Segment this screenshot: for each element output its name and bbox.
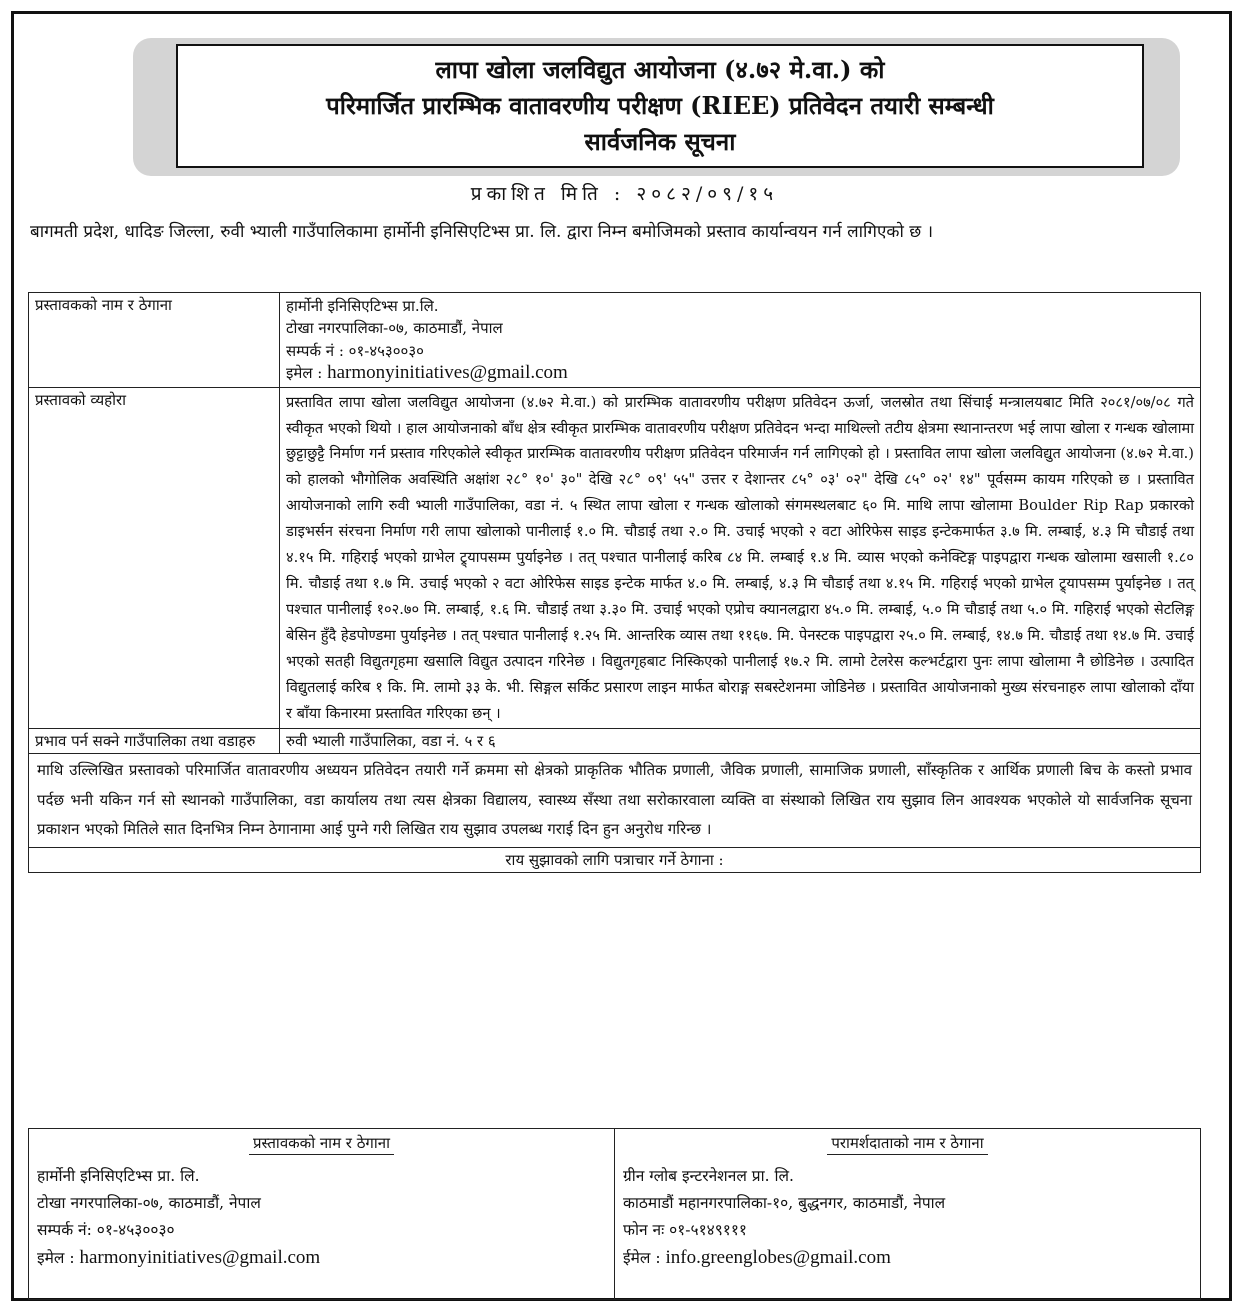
proponent-name: हार्मोनी इनिसिएटिभ्स प्रा.लि.	[286, 297, 439, 315]
intro-paragraph: बागमती प्रदेश, धादिङ जिल्ला, रुवी भ्याली गाउँपालिकामा हार्मोनी इनिसिएटिभ्स प्रा. लि. द्वारा निम्न बमोजिमको प्रस्ताव कार्यान्वयन गर्न लागिएको छ ।	[30, 222, 934, 242]
title-box	[176, 44, 1144, 168]
proposal-label: प्रस्तावको व्यहोरा	[29, 387, 280, 729]
proponent-address-name: हार्मोनी इनिसिएटिभ्स प्रा. लि.	[37, 1167, 200, 1185]
consultant-email-line	[623, 1244, 1192, 1272]
title-line-3: सार्वजनिक सूचना	[584, 127, 736, 156]
consultant-address-line: काठमाडौं महानगरपालिका-१०, बुद्धनगर, काठमाडौं, नेपाल	[623, 1194, 946, 1212]
email-label: ईमेल :	[623, 1249, 661, 1267]
consultant-address-cell	[615, 1129, 1201, 1300]
proponent-email: harmonyinitiatives@gmail.com	[327, 362, 568, 384]
consultant-name: ग्रीन ग्लोब इन्टरनेशनल प्रा. लि.	[623, 1167, 794, 1185]
email-label: इमेल :	[286, 364, 323, 383]
proposal-table	[28, 292, 1201, 873]
table-row	[29, 754, 1201, 848]
proponent-address-line: टोखा नगरपालिका-०७, काठमाडौं, नेपाल	[37, 1194, 261, 1212]
proponent-address: टोखा नगरपालिका-०७, काठमाडौं, नेपाल	[286, 319, 503, 338]
affected-label: प्रभाव पर्न सक्ने गाउँपालिका तथा वडाहरु	[29, 729, 280, 754]
proponent-label: प्रस्तावकको नाम र ठेगाना	[29, 293, 280, 388]
table-row	[29, 1129, 1201, 1300]
title-line-1: लापा खोला जलविद्युत आयोजना (४.७२ मे.वा.) को	[435, 55, 885, 84]
notice-paragraph: माथि उल्लिखित प्रस्तावको परिमार्जित वातावरणीय अध्ययन प्रतिवेदन तयारी गर्ने क्रममा सो क्षेत्रको प्राकृतिक भौतिक प्रणाली, जैविक प्रणाली, सामाजिक प्रणाली, साँस्कृतिक र आर्थिक प्रणाली बिच के कस्तो प्रभाव पर्दछ भनी यकिन गर्न सो स्थानको गाउँपालिका, वडा कार्यालय तथा त्यस क्षेत्रका विद्यालय, स्वास्थ्य सँस्था तथा सरोकारवाला व्यक्ति वा संस्थाको लिखित राय सुझाव लिन आवश्यक भएकोले यो सार्वजनिक सूचना प्रकाशन भएको मितिले सात दिनभित्र निम्न ठेगानामा आई पुग्ने गरी लिखित राय सुझाव उपलब्ध गराई दिन हुन अनुरोध गरिन्छ ।	[29, 754, 1201, 848]
proponent-email-line	[286, 362, 1194, 384]
proponent-details	[280, 293, 1201, 388]
consultant-address-heading: परामर्शदाताको नाम र ठेगाना	[827, 1134, 987, 1155]
proposal-description: प्रस्तावित लापा खोला जलविद्युत आयोजना (४.७२ मे.वा.) को प्रारम्भिक वातावरणीय परीक्षण प्रतिवेदन ऊर्जा, जलस्रोत तथा सिंचाई मन्त्रालयबाट मिति २०८१/०७/०८ गते स्वीकृत भएको थियो । हाल आयोजनाको बाँध क्षेत्र स्वीकृत प्रारम्भिक वातावरणीय परीक्षण प्रतिवेदन भन्दा माथिल्लो तटीय क्षेत्रमा स्थानान्तरण भई लापा खोला र गन्धक खोलामा छुट्टाछुट्टै निर्माण गर्न प्रस्ताव गरिएकोले स्वीकृत प्रारम्भिक वातावरणीय परीक्षण प्रतिवेदन परिमार्जन गर्न लागिएको हो । प्रस्तावित लापा खोला जलविद्युत आयोजना (४.७२ मे.वा.) को हालको भौगोलिक अवस्थिति अक्षांश २८° १०' ३०" देखि २८° ०९' ५५" उत्तर र देशान्तर ८५° ०३' ०२" देखि ८५° ०२' १४" पूर्वसम्म कायम गरिएको छ । प्रस्तावित आयोजनाको लागि रुवी भ्याली गाउँपालिका, वडा नं. ५ स्थित लापा खोला र गन्धक खोलाको संगमस्थलबाट ६० मि. माथि लापा खोलामा Boulder Rip Rap प्रकारको डाइभर्सन संरचना निर्माण गरी लापा खोलाको पानीलाई १.० मि. चौडाई तथा २.० मि. उचाई भएको २ वटा ओरिफेस साइड इन्टेकमार्फत ३.७ मि. लम्बाई, ४.३ मि चौडाई तथा ४.१५ मि. गहिराई भएको ग्राभेल ट्र्यापसम्म पुर्याइनेछ । तत् पश्चात पानीलाई करिब ८४ मि. लम्बाई १.४ मि. व्यास भएको कनेक्टिङ्ग पाइपद्वारा गन्धक खोलामा खसाली १.८० मि. चौडाई तथा १.७ मि. उचाई भएको २ वटा ओरिफेस साइड इन्टेक मार्फत ४.० मि. लम्बाई, ४.३ मि चौडाई तथा ४.१५ मि. गहिराई भएको ग्राभेल ट्र्यापसम्म पुर्याइनेछ । तत् पश्चात पानीलाई १०२.७० मि. लम्बाई, १.६ मि. चौडाई तथा ३.३० मि. उचाई भएको एप्रोच क्यानलद्वारा ४५.० मि. लम्बाई, ५.० मि चौडाई तथा ५.० मि. गहिराई भएको सेटलिङ्ग बेसिन हुँदै हेडपोण्डमा पुर्याइनेछ । तत् पश्चात पानीलाई १.२५ मि. आन्तरिक व्यास तथा ११६७. मि. पेनस्टक पाइपद्वारा २५.० मि. लम्बाई, १४.७ मि. चौडाई तथा १४.७ मि. उचाई भएको सतही विद्युतगृहमा खसालि विद्युत उत्पादन गरिनेछ । विद्युतगृहबाट निस्किएको पानीलाई १७.२ मि. लामो टेलरेस कल्भर्टद्वारा पुनः लापा खोलामा नै छोडिनेछ । उत्पादित विद्युतलाई करिब १ कि. मि. लामो ३३ के. भी. सिङ्गल सर्किट प्रसारण लाइन मार्फत बोराङ्ग सबस्टेशनमा जोडिनेछ । प्रस्तावित आयोजनाको मुख्य संरचनाहरु लापा खोलाको दाँया र बाँया किनारमा प्रस्तावित गरिएका छन् ।	[280, 387, 1201, 729]
proponent-address-email: harmonyinitiatives@gmail.com	[79, 1247, 321, 1268]
consultant-contact: फोन नः ०१-५१४९१११	[623, 1221, 747, 1239]
address-table	[28, 1128, 1201, 1300]
table-row	[29, 847, 1201, 872]
proponent-address-email-line	[37, 1244, 606, 1272]
proponent-contact: सम्पर्क नं : ०१-४५३००३०	[286, 341, 424, 360]
consultant-email: info.greenglobes@gmail.com	[665, 1247, 891, 1268]
affected-value: रुवी भ्याली गाउँपालिका, वडा नं. ५ र ६	[280, 729, 1201, 754]
title-line-2: परिमार्जित प्रारम्भिक वातावरणीय परीक्षण (RIEE) प्रतिवेदन तयारी सम्बन्धी	[326, 91, 994, 120]
publish-date: प्रकाशित मिति : २०८२/०९/१५	[470, 183, 779, 205]
correspondence-heading: राय सुझावको लागि पत्राचार गर्ने ठेगाना :	[29, 847, 1201, 872]
email-label: इमेल :	[37, 1249, 75, 1267]
proponent-address-cell	[29, 1129, 615, 1300]
proponent-address-heading: प्रस्तावकको नाम र ठेगाना	[249, 1134, 394, 1155]
table-row	[29, 387, 1201, 729]
table-row	[29, 729, 1201, 754]
table-row	[29, 293, 1201, 388]
proponent-address-contact: सम्पर्क नं: ०१-४५३००३०	[37, 1221, 175, 1239]
